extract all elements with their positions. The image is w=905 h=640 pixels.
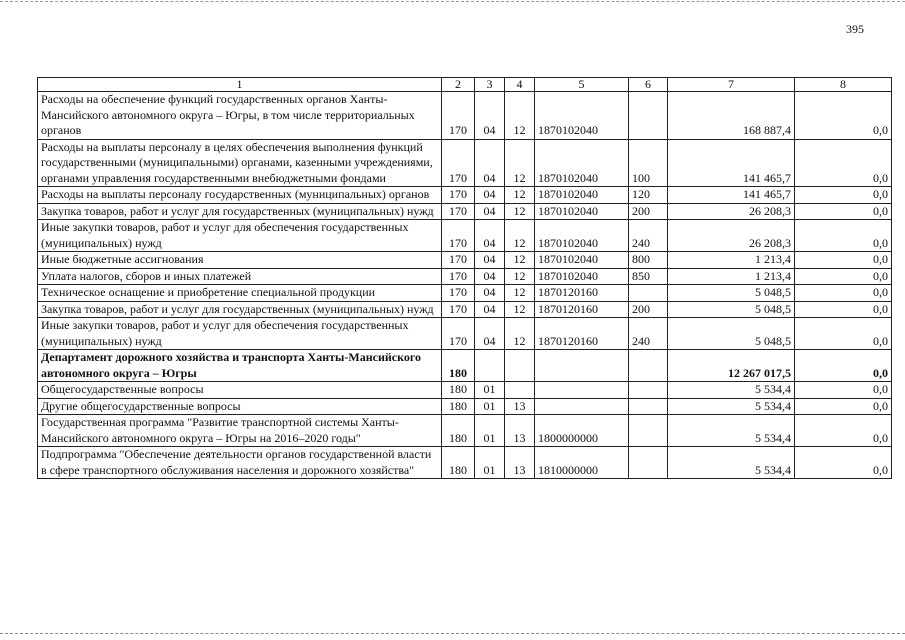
amount-cell: 141 465,7 xyxy=(668,187,795,204)
target-article-cell: 1810000000 xyxy=(535,447,629,479)
amount-extra-cell: 0,0 xyxy=(795,187,892,204)
podrazdel-cell xyxy=(505,382,535,399)
podrazdel-cell: 13 xyxy=(505,398,535,415)
amount-extra-cell: 0,0 xyxy=(795,350,892,382)
razdel-cell: 04 xyxy=(475,318,505,350)
description-cell: Расходы на выплаты персоналу государственных (муниципальных) органов xyxy=(38,187,442,204)
amount-cell: 5 534,4 xyxy=(668,447,795,479)
header-cell-1: 1 xyxy=(38,78,442,92)
razdel-cell: 04 xyxy=(475,187,505,204)
glava-cell: 180 xyxy=(442,350,475,382)
table-row xyxy=(38,350,892,382)
glava-cell: 180 xyxy=(442,447,475,479)
table-row xyxy=(38,301,892,318)
target-article-cell: 1870102040 xyxy=(535,220,629,252)
amount-extra-cell: 0,0 xyxy=(795,268,892,285)
podrazdel-cell: 12 xyxy=(505,92,535,140)
expense-type-cell xyxy=(629,92,668,140)
expense-type-cell: 200 xyxy=(629,301,668,318)
amount-cell: 141 465,7 xyxy=(668,139,795,187)
razdel-cell xyxy=(475,350,505,382)
podrazdel-cell: 12 xyxy=(505,139,535,187)
header-cell-2: 2 xyxy=(442,78,475,92)
podrazdel-cell: 13 xyxy=(505,447,535,479)
description-cell: Департамент дорожного хозяйства и транспорта Ханты-Мансийского автономного округа – Югры xyxy=(38,350,442,382)
glava-cell: 180 xyxy=(442,415,475,447)
target-article-cell: 1800000000 xyxy=(535,415,629,447)
glava-cell: 170 xyxy=(442,139,475,187)
amount-cell: 5 048,5 xyxy=(668,301,795,318)
amount-cell: 5 048,5 xyxy=(668,318,795,350)
expense-type-cell: 850 xyxy=(629,268,668,285)
amount-extra-cell: 0,0 xyxy=(795,301,892,318)
razdel-cell: 04 xyxy=(475,285,505,302)
amount-extra-cell: 0,0 xyxy=(795,139,892,187)
amount-cell: 5 048,5 xyxy=(668,285,795,302)
amount-cell: 1 213,4 xyxy=(668,268,795,285)
description-cell: Уплата налогов, сборов и иных платежей xyxy=(38,268,442,285)
podrazdel-cell: 12 xyxy=(505,318,535,350)
target-article-cell xyxy=(535,382,629,399)
description-cell: Закупка товаров, работ и услуг для государственных (муниципальных) нужд xyxy=(38,203,442,220)
razdel-cell: 04 xyxy=(475,220,505,252)
target-article-cell: 1870102040 xyxy=(535,92,629,140)
glava-cell: 170 xyxy=(442,92,475,140)
description-cell: Иные бюджетные ассигнования xyxy=(38,252,442,269)
amount-cell: 1 213,4 xyxy=(668,252,795,269)
target-article-cell: 1870102040 xyxy=(535,139,629,187)
amount-extra-cell: 0,0 xyxy=(795,285,892,302)
header-cell-6: 6 xyxy=(629,78,668,92)
description-cell: Другие общегосударственные вопросы xyxy=(38,398,442,415)
expense-type-cell: 120 xyxy=(629,187,668,204)
amount-cell: 5 534,4 xyxy=(668,415,795,447)
amount-extra-cell: 0,0 xyxy=(795,252,892,269)
description-cell: Техническое оснащение и приобретение специальной продукции xyxy=(38,285,442,302)
razdel-cell: 01 xyxy=(475,415,505,447)
page-number: 395 xyxy=(846,22,864,36)
amount-extra-cell: 0,0 xyxy=(795,92,892,140)
expense-type-cell: 100 xyxy=(629,139,668,187)
description-cell: Расходы на выплаты персоналу в целях обеспечения выполнения функций государственными (муниципальными) органами, казенными учреждениями, органами управления государственными внебюджетными фондами xyxy=(38,139,442,187)
glava-cell: 170 xyxy=(442,187,475,204)
amount-cell: 26 208,3 xyxy=(668,220,795,252)
expense-type-cell: 800 xyxy=(629,252,668,269)
header-cell-4: 4 xyxy=(505,78,535,92)
table-row xyxy=(38,318,892,350)
description-cell: Закупка товаров, работ и услуг для государственных (муниципальных) нужд xyxy=(38,301,442,318)
table-row xyxy=(38,398,892,415)
razdel-cell: 04 xyxy=(475,139,505,187)
amount-extra-cell: 0,0 xyxy=(795,415,892,447)
amount-extra-cell: 0,0 xyxy=(795,398,892,415)
amount-cell: 5 534,4 xyxy=(668,382,795,399)
podrazdel-cell: 12 xyxy=(505,187,535,204)
expense-type-cell: 240 xyxy=(629,220,668,252)
description-cell: Подпрограмма "Обеспечение деятельности органов государственной власти в сфере транспортного обслуживания населения и дорожного хозяйства" xyxy=(38,447,442,479)
podrazdel-cell: 13 xyxy=(505,415,535,447)
amount-cell: 12 267 017,5 xyxy=(668,350,795,382)
glava-cell: 170 xyxy=(442,301,475,318)
target-article-cell: 1870120160 xyxy=(535,318,629,350)
table-row xyxy=(38,268,892,285)
description-cell: Иные закупки товаров, работ и услуг для обеспечения государственных (муниципальных) нужд xyxy=(38,220,442,252)
table-row xyxy=(38,139,892,187)
table-row xyxy=(38,285,892,302)
table-row xyxy=(38,220,892,252)
table-row xyxy=(38,382,892,399)
table-row xyxy=(38,447,892,479)
podrazdel-cell: 12 xyxy=(505,203,535,220)
description-cell: Расходы на обеспечение функций государственных органов Ханты-Мансийского автономного округа – Югры, в том числе территориальных органов xyxy=(38,92,442,140)
target-article-cell: 1870102040 xyxy=(535,268,629,285)
expense-type-cell xyxy=(629,398,668,415)
razdel-cell: 04 xyxy=(475,301,505,318)
expense-type-cell xyxy=(629,285,668,302)
target-article-cell: 1870102040 xyxy=(535,187,629,204)
glava-cell: 170 xyxy=(442,203,475,220)
target-article-cell xyxy=(535,350,629,382)
table-row xyxy=(38,92,892,140)
podrazdel-cell xyxy=(505,350,535,382)
table-row xyxy=(38,203,892,220)
glava-cell: 170 xyxy=(442,220,475,252)
target-article-cell xyxy=(535,398,629,415)
amount-cell: 168 887,4 xyxy=(668,92,795,140)
amount-extra-cell: 0,0 xyxy=(795,220,892,252)
razdel-cell: 04 xyxy=(475,203,505,220)
target-article-cell: 1870120160 xyxy=(535,301,629,318)
expense-type-cell: 200 xyxy=(629,203,668,220)
razdel-cell: 04 xyxy=(475,268,505,285)
table-row xyxy=(38,187,892,204)
podrazdel-cell: 12 xyxy=(505,301,535,318)
expense-type-cell xyxy=(629,382,668,399)
glava-cell: 180 xyxy=(442,382,475,399)
razdel-cell: 04 xyxy=(475,252,505,269)
description-cell: Иные закупки товаров, работ и услуг для обеспечения государственных (муниципальных) нужд xyxy=(38,318,442,350)
razdel-cell: 01 xyxy=(475,447,505,479)
scan-edge-top xyxy=(0,1,905,2)
header-cell-7: 7 xyxy=(668,78,795,92)
table-row xyxy=(38,415,892,447)
expense-type-cell xyxy=(629,447,668,479)
podrazdel-cell: 12 xyxy=(505,268,535,285)
table-body xyxy=(38,92,892,479)
target-article-cell: 1870102040 xyxy=(535,203,629,220)
glava-cell: 170 xyxy=(442,318,475,350)
expense-type-cell: 240 xyxy=(629,318,668,350)
expense-type-cell xyxy=(629,350,668,382)
budget-table xyxy=(37,77,892,479)
header-cell-3: 3 xyxy=(475,78,505,92)
header-cell-8: 8 xyxy=(795,78,892,92)
glava-cell: 180 xyxy=(442,398,475,415)
amount-extra-cell: 0,0 xyxy=(795,447,892,479)
glava-cell: 170 xyxy=(442,268,475,285)
razdel-cell: 01 xyxy=(475,382,505,399)
amount-extra-cell: 0,0 xyxy=(795,203,892,220)
header-cell-5: 5 xyxy=(535,78,629,92)
target-article-cell: 1870120160 xyxy=(535,285,629,302)
expense-type-cell xyxy=(629,415,668,447)
podrazdel-cell: 12 xyxy=(505,220,535,252)
glava-cell: 170 xyxy=(442,252,475,269)
glava-cell: 170 xyxy=(442,285,475,302)
razdel-cell: 04 xyxy=(475,92,505,140)
amount-cell: 26 208,3 xyxy=(668,203,795,220)
description-cell: Общегосударственные вопросы xyxy=(38,382,442,399)
amount-extra-cell: 0,0 xyxy=(795,318,892,350)
podrazdel-cell: 12 xyxy=(505,252,535,269)
table-row xyxy=(38,252,892,269)
amount-extra-cell: 0,0 xyxy=(795,382,892,399)
podrazdel-cell: 12 xyxy=(505,285,535,302)
razdel-cell: 01 xyxy=(475,398,505,415)
amount-cell: 5 534,4 xyxy=(668,398,795,415)
header-row xyxy=(38,78,892,92)
description-cell: Государственная программа "Развитие транспортной системы Ханты-Мансийского автономного округа – Югры на 2016–2020 годы" xyxy=(38,415,442,447)
scan-edge-bottom xyxy=(0,633,905,634)
target-article-cell: 1870102040 xyxy=(535,252,629,269)
